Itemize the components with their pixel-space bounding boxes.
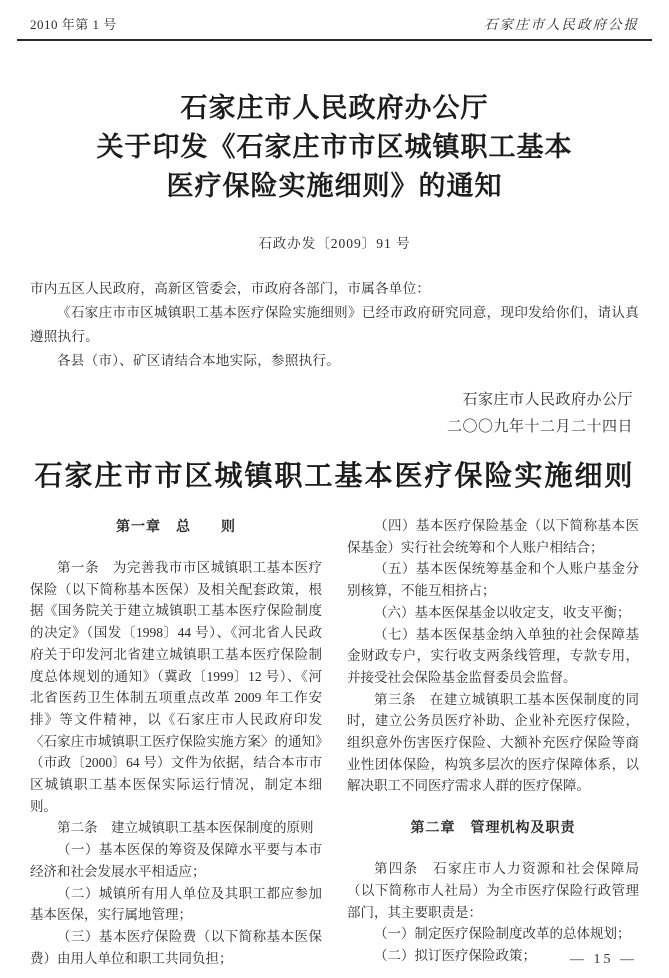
gazette-title: 石家庄市人民政府公报: [484, 17, 639, 32]
regulation-paragraph: 第二条 建立城镇职工基本医保制度的原则: [57, 820, 314, 836]
masthead-divider: [17, 39, 652, 41]
page-footer: [570, 952, 637, 968]
notice-paragraph-2: 各县（市）、矿区请结合本地实际，参照执行。: [57, 353, 341, 368]
notice-title-line-1: 石家庄市人民政府办公厅: [180, 93, 489, 123]
regulation-paragraph: （七）基本医保基金纳入单独的社会保障基金财政专户，实行收支两条线管理，专款专用，并接受社会保险基金监督委员会监督。: [347, 626, 639, 685]
issue-number: 2010 年第 1 号: [30, 17, 117, 32]
recipients-line: 市内五区人民政府，高新区管委会，市政府各部门，市属各单位：: [30, 281, 431, 296]
left-column: [30, 515, 322, 969]
signature-date: 二〇〇九年十二月二十四日: [446, 419, 633, 435]
regulation-paragraph: 第一条 为完善我市市区城镇职工基本医疗保险（以下简称基本医保）及相关配套政策，根据《国务院关于建立城镇职工基本医疗保险制度的决定》（国发〔1998〕44 号）、《河北省人民政府关于印发河北省建立城镇职工基本医疗保险制度总体规划的通知》（冀政〔1999〕12 号）、《河北省医药卫生体制五项重点改革 2009 年工作安排》等文件精神，以《石家庄市人民政府印发〈石家庄市城镇职工医疗保险实施方案〉的通知》（市政〔2000〕64 号）文件为依据，结合本市市区城镇职工基本医保实际运行情况，制定本细则。: [30, 560, 322, 814]
regulation-paragraph: （二）城镇所有用人单位及其职工都应参加基本医保，实行属地管理；: [30, 885, 322, 923]
notice-body: [30, 277, 639, 373]
notice-section: [0, 89, 669, 441]
regulation-paragraph: （二）拟订医疗保险政策；: [374, 947, 536, 963]
chapter-2-heading: 第二章 管理机构及职责: [410, 819, 576, 836]
signature-block: [0, 387, 633, 441]
page-number: — 15 —: [570, 952, 637, 967]
regulation-paragraph: （一）基本医保的筹资及保障水平要与本市经济和社会发展水平相适应；: [30, 842, 322, 879]
regulation-body: [30, 515, 639, 969]
regulation-paragraph: （一）制定医疗保险制度改革的总体规划；: [374, 926, 631, 942]
notice-title: [30, 89, 639, 206]
masthead: [0, 0, 669, 33]
regulation-paragraph: 第四条 石家庄市人力资源和社会保障局（以下简称市人社局）为全市医疗保险行政管理部门，其主要职责是：: [347, 861, 639, 920]
regulation-paragraph: （四）基本医疗保险基金（以下简称基本医保基金）实行社会统筹和个人账户相结合；: [347, 518, 639, 555]
regulation-paragraph: （五）基本医保统筹基金和个人账户基金分别核算，不能互相挤占；: [347, 561, 639, 599]
signature-org: 石家庄市人民政府办公厅: [462, 392, 633, 408]
regulation-title: 石家庄市市区城镇职工基本医疗保险实施细则: [34, 461, 635, 492]
doc-number: 石政办发〔2009〕91 号: [258, 236, 411, 251]
regulation-paragraph: （六）基本医保基金以收定支，收支平衡；: [374, 604, 631, 620]
notice-title-line-3: 医疗保险实施细则》的通知: [166, 171, 503, 201]
notice-paragraph-1: 《石家庄市市区城镇职工基本医疗保险实施细则》已经市政府研究同意，现印发给你们，请认真遵照执行。: [30, 305, 639, 344]
chapter-1-heading: 第一章 总 则: [116, 518, 236, 534]
notice-title-line-2: 关于印发《石家庄市市区城镇职工基本: [96, 132, 573, 162]
regulation-paragraph: （三）基本医疗保险费（以下简称基本医保费）由用人单位和职工共同负担；: [30, 928, 322, 966]
right-column: [347, 515, 639, 969]
regulation-paragraph: 第三条 在建立城镇职工基本医保制度的同时，建立公务员医疗补助、企业补充医疗保险，组织意外伤害医疗保险、大额补充医疗保险等商业性团体保险，构筑多层次的医疗保障体系，以解决职工不同医疗需求人群的医疗保障。: [347, 691, 639, 794]
